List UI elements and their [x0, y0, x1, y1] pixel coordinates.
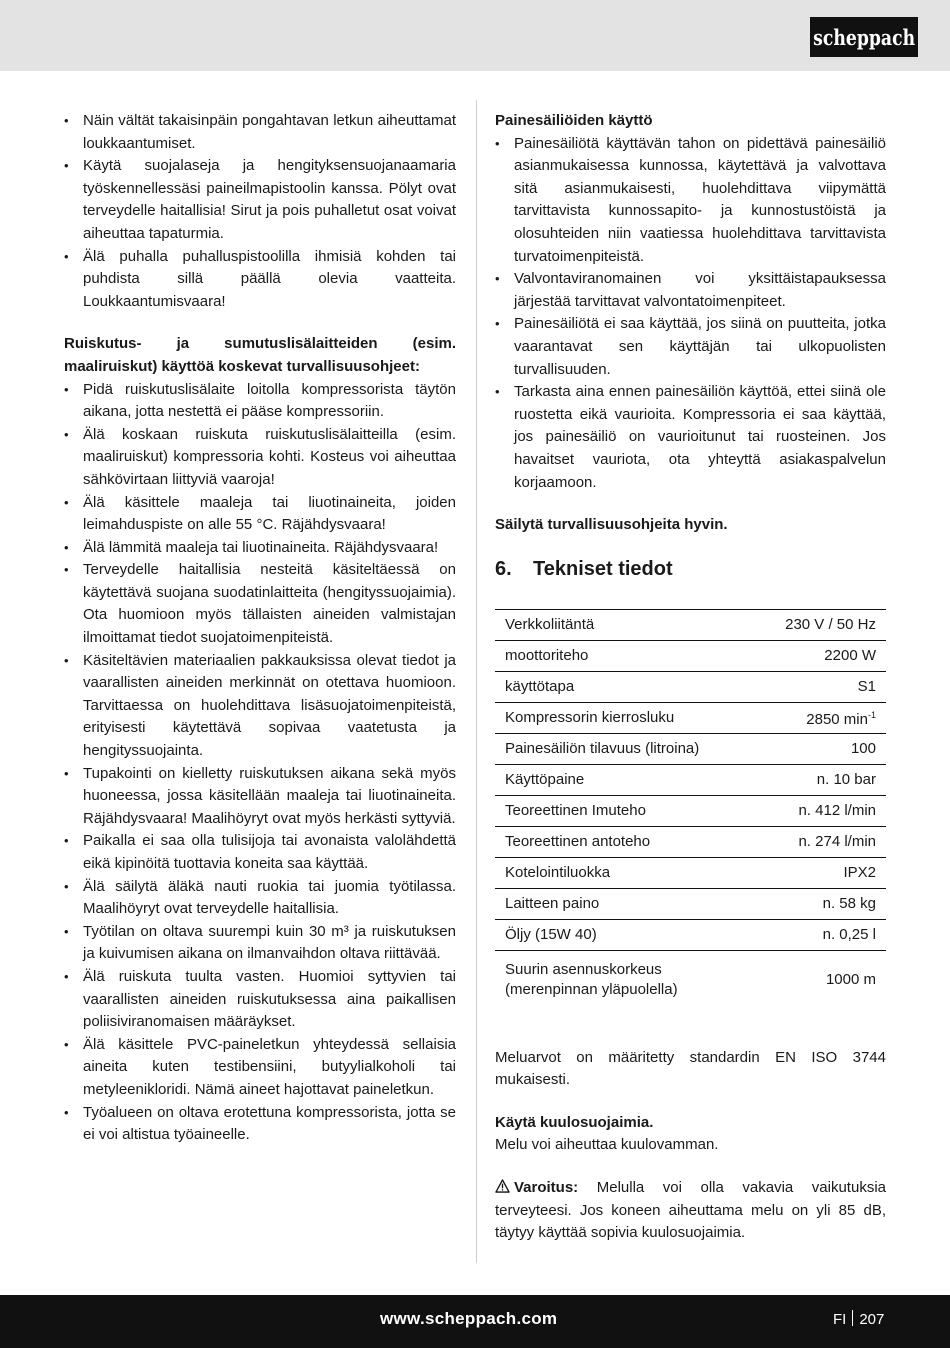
spec-value: 1000 m	[825, 970, 876, 988]
table-row	[495, 640, 886, 671]
list-item: • Älä käsittele maaleja tai liuotinaineita, joiden leimahduspiste on alle 55 °C. Räjähdysvaara!	[64, 492, 456, 537]
table-row	[495, 702, 886, 733]
spec-label: Suurin asennuskorkeus (merenpinnan yläpuolella)	[505, 960, 678, 998]
header-bar	[0, 0, 950, 71]
tank-bullet-list	[495, 133, 886, 495]
right-column	[495, 110, 886, 1245]
table-row	[495, 609, 886, 640]
list-item: • Älä säilytä äläkä nauti ruokia tai juomia työtilassa. Maalihöyryt ovat terveydelle haitallisia.	[64, 876, 456, 921]
keep-instructions-note: Säilytä turvallisuusohjeita hyvin.	[495, 516, 728, 534]
spec-value: 100	[753, 733, 886, 764]
spec-label: Teoreettinen antoteho	[495, 826, 753, 857]
list-item: • Älä lämmitä maaleja tai liuotinaineita. Räjähdysvaara!	[64, 537, 456, 560]
pressure-tank-heading: Painesäiliöiden käyttö	[495, 112, 653, 129]
spec-label: Kotelointiluokka	[495, 857, 753, 888]
list-item: • Valvontaviranomainen voi yksittäistapauksessa järjestää tarvittavat valvontatoimenpiteet.	[495, 268, 886, 313]
left-column	[64, 110, 456, 1147]
spec-value: n. 58 kg	[753, 888, 886, 919]
spec-value: 2850 $\min^{-1}$	[753, 702, 886, 733]
page-number: 207	[859, 1311, 885, 1328]
table-row	[495, 950, 886, 1009]
list-item: • Tarkasta aina ennen painesäiliön käyttöä, ettei siinä ole ruostetta eikä vaurioita. Kompressoria ei saa käyttää, jos painesäiliö on vaurioitunut tai ruosteinen. Jos havaitset vauriota, ota yhteyttä asiakaspalvelun korjaamoon.	[495, 381, 886, 494]
section-number: 6.	[495, 557, 512, 580]
footer-bar	[0, 1295, 950, 1348]
list-item: • Tupakointi on kielletty ruiskutuksen aikana sekä myös huoneessa, jossa käsitellään maaleja tai liuotinaineita. Räjähdysvaara! Maalihöyryt ovat myös herkästi syttyviä.	[64, 763, 456, 831]
unit-superscript: -1	[867, 710, 876, 721]
website-link[interactable]: www.scheppach.com	[380, 1309, 558, 1328]
list-item: • Pidä ruiskutuslisälaite loitolla kompressorista täytön aikana, jotta nestettä ei pääse kompressoriin.	[64, 379, 456, 424]
spec-value: n. 412 l/min	[753, 795, 886, 826]
spec-label: Laitteen paino	[495, 888, 753, 919]
spec-label: Verkkoliitäntä	[495, 609, 753, 640]
table-row	[495, 671, 886, 702]
warning-label: Varoitus:	[514, 1179, 579, 1197]
list-item: • Älä puhalla puhalluspistoolilla ihmisiä kohden tai puhdista sillä päällä olevia vaatteita. Loukkaantumisvaara!	[64, 246, 456, 314]
list-item: • Käytä suojalaseja ja hengityksensuojanaamaria työskennellessäsi paineilmapistoolin kanssa. Pölyt ovat terveydelle haitallisia! Sirut ja pois puhalletut osat voivat aiheuttaa tapaturmia.	[64, 155, 456, 245]
hearing-damage-text: Melu voi aiheuttaa kuulovamman.	[495, 1136, 719, 1154]
table-row	[495, 764, 886, 795]
table-row	[495, 826, 886, 857]
list-item: • Työalueen on oltava erotettuna kompressorista, jotta se ei voi altistua työaineelle.	[64, 1102, 456, 1147]
list-item: • Paikalla ei saa olla tulisijoja tai avonaista valolähdettä eikä kipinöitä tuottavia koneita saa käyttää.	[64, 830, 456, 875]
table-row	[495, 857, 886, 888]
list-item: • Älä käsittele PVC-paineletkun yhteydessä sellaisia aineita kuten testibensiini, butyylialkoholi tai metyleenikloridi. Nämä aineet hajottavat paineletkun.	[64, 1034, 456, 1102]
spec-value: IPX2	[753, 857, 886, 888]
spec-value: 230 V / 50 Hz	[753, 609, 886, 640]
spec-value: n. 0,25 l	[753, 919, 886, 950]
page-indicator	[833, 1310, 884, 1328]
section-heading	[495, 557, 886, 581]
list-item: • Painesäiliötä käyttävän tahon on pidettävä painesäiliö asianmukaisessa kunnossa, käytettävä ja valvottava sitä asianmukaisesti, huolehdittava viipymättä tarvittavista kunnossapito- ja kunnostustöistä ja olosuhteiden niin vaatiessa huolehdittava tarvittavista turvatoimenpiteistä.	[495, 133, 886, 269]
list-item: • Älä koskaan ruiskuta ruiskutuslisälaitteilla (esim. maaliruiskut) kompressoria kohti. Kosteus voi aiheuttaa sähkövirtaan liittyviä vaaroja!	[64, 424, 456, 492]
spec-value: 2200 W	[753, 640, 886, 671]
section-title: Tekniset tiedot	[533, 557, 673, 580]
table-row	[495, 888, 886, 919]
table-row	[495, 733, 886, 764]
spec-value: n. 10 bar	[753, 764, 886, 795]
spec-value: S1	[753, 671, 886, 702]
language-code: FI	[833, 1311, 847, 1328]
spec-label: Teoreettinen Imuteho	[495, 795, 753, 826]
list-item: • Älä ruiskuta tuulta vasten. Huomioi syttyvien tai vaarallisten aineiden ruiskutuksessa aina paikallisen poliisiviranomaisen määräykset.	[64, 966, 456, 1034]
warning-triangle-icon	[495, 1179, 510, 1193]
table-row	[495, 795, 886, 826]
table-row	[495, 919, 886, 950]
list-item: • Näin vältät takaisinpäin pongahtavan letkun aiheuttamat loukkaantumiset.	[64, 110, 456, 155]
spray-safety-heading: Ruiskutus- ja sumutuslisälaitteiden (esim. maaliruiskut) käyttöä koskevat turvallisuusohjeet:	[64, 335, 456, 375]
spray-bullet-list	[64, 379, 456, 1147]
spec-label: Painesäiliön tilavuus (litroina)	[495, 733, 753, 764]
list-item: • Työtilan on oltava suurempi kuin 30 m³ ja ruiskutuksen ja kuivumisen aikana on ilmanvaihdon oltava riittävää.	[64, 921, 456, 966]
spec-label: Öljy (15W 40)	[495, 919, 753, 950]
hearing-protection-heading: Käytä kuulosuojaimia.	[495, 1113, 654, 1131]
noise-warning	[495, 1177, 886, 1245]
list-item: • Terveydelle haitallisia nesteitä käsiteltäessä on käytettävä suojana suodatinlaitteita (hengityssuojaimia). Ota huomioon myös tällaisten aineiden valmistajan ilmoittamat tiedot suojatoimenpiteistä.	[64, 559, 456, 649]
noise-measurement-text: Meluarvot on määritetty standardin EN ISO 3744 mukaisesti.	[495, 1048, 886, 1089]
spec-label: käyttötapa	[495, 671, 753, 702]
list-item: • Painesäiliötä ei saa käyttää, jos siinä on puutteita, jotka vaarantavat sen käyttäjän tai ulkopuolisten turvallisuuden.	[495, 313, 886, 381]
list-item: • Käsiteltävien materiaalien pakkauksissa olevat tiedot ja vaarallisten aineiden merkinnät on otettava huomioon. Tarvittaessa on huolehdittava lisäsuojatoimenpiteistä, erityisesti käytettävä sopivaa vaatetusta ja hengityssuojainta.	[64, 650, 456, 763]
intro-bullet-list	[64, 110, 456, 313]
brand-logo: scheppach	[810, 17, 918, 57]
spec-value: n. 274 l/min	[753, 826, 886, 857]
spec-label: Käyttöpaine	[495, 764, 753, 795]
spec-label: Kompressorin kierrosluku	[495, 702, 753, 733]
spec-label: moottoriteho	[495, 640, 753, 671]
technical-data-table	[495, 609, 886, 1009]
warning-text: Melulla voi olla vakavia vaikutuksia terveyteesi. Jos koneen aiheuttama melu on yli 85 dB, täytyy käyttää sopivia kuulosuojaimia.	[495, 1179, 886, 1242]
column-divider	[476, 100, 477, 1263]
